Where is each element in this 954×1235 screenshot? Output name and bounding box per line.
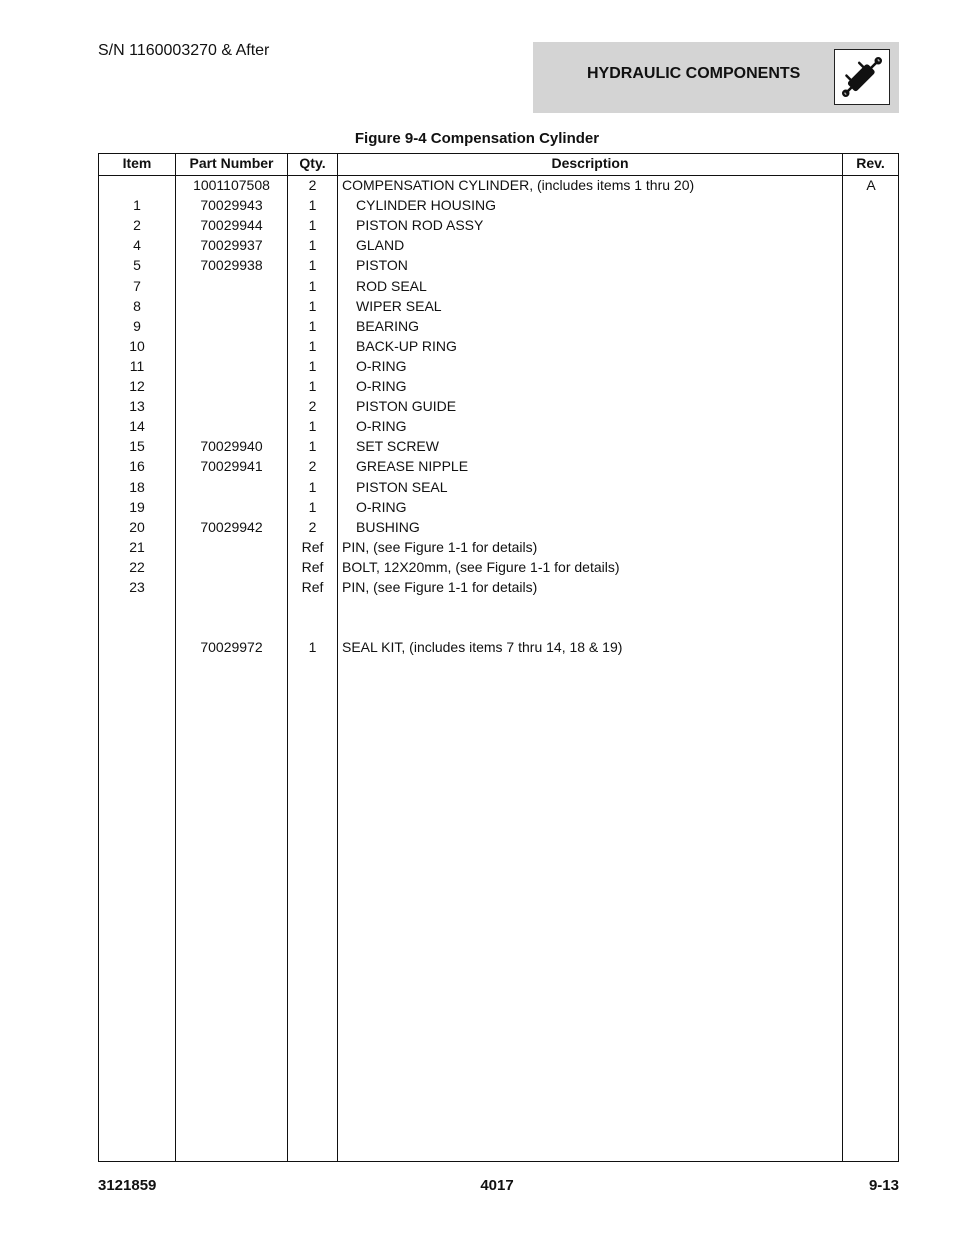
section-banner: [533, 42, 899, 113]
qty-cell: 1: [308, 317, 317, 334]
item-cell: [99, 175, 175, 195]
item-cell: 13: [129, 398, 145, 415]
table-row: [99, 456, 898, 476]
description-cell: ROD SEAL: [356, 277, 427, 294]
qty-cell: 1: [308, 337, 317, 354]
rev-cell: [844, 537, 898, 557]
part-number-cell: 70029942: [200, 518, 263, 535]
table-row: [99, 577, 898, 597]
table-row: [99, 497, 898, 517]
part-number-cell: [176, 336, 287, 356]
part-number-cell: 70029937: [200, 237, 263, 254]
table-row: [99, 316, 898, 336]
item-cell: 18: [129, 478, 145, 495]
footer-page-number: 9-13: [868, 1177, 899, 1194]
part-number-cell: 70029943: [200, 197, 263, 214]
table-row: [99, 517, 898, 537]
part-number-cell: 70029944: [200, 217, 263, 234]
description-cell: CYLINDER HOUSING: [356, 197, 497, 214]
qty-cell: 1: [308, 277, 317, 294]
rev-cell: [844, 296, 898, 316]
rev-cell: [844, 276, 898, 296]
rev-cell: [844, 477, 898, 497]
rev-cell: [844, 637, 898, 657]
rev-cell: A: [866, 177, 876, 193]
part-number-cell: [176, 356, 287, 376]
table-row: [99, 235, 898, 255]
column-header-part-number: Part Number: [189, 155, 274, 171]
qty-cell: 1: [308, 438, 317, 455]
description-cell: O-RING: [356, 418, 407, 435]
qty-cell: 1: [308, 217, 317, 234]
column-header-description: Description: [551, 155, 629, 171]
rev-cell: [844, 376, 898, 396]
qty-cell: 2: [308, 177, 317, 193]
qty-cell: 2: [308, 398, 317, 415]
item-cell: 4: [133, 237, 141, 254]
description-cell: O-RING: [356, 357, 407, 374]
part-number-cell: [176, 316, 287, 336]
rev-cell: [844, 316, 898, 336]
rev-cell: [844, 577, 898, 597]
table-row: [99, 336, 898, 356]
description-cell: BACK-UP RING: [356, 337, 457, 354]
rev-cell: [844, 436, 898, 456]
description-cell: PISTON: [356, 257, 408, 274]
description-cell: PISTON ROD ASSY: [356, 217, 484, 234]
part-number-cell: [176, 376, 287, 396]
part-number-cell: [176, 557, 287, 577]
rev-cell: [844, 416, 898, 436]
item-cell: 20: [129, 518, 145, 535]
qty-cell: 1: [308, 639, 317, 656]
item-cell: [99, 637, 175, 657]
qty-cell: 1: [308, 478, 317, 495]
table-row: [99, 477, 898, 497]
item-cell: 1: [133, 197, 141, 214]
qty-cell: 2: [308, 458, 317, 475]
column-header-item: Item: [122, 155, 152, 171]
description-cell: BOLT, 12X20mm, (see Figure 1-1 for details): [342, 558, 620, 575]
rev-cell: [844, 396, 898, 416]
item-cell: 8: [133, 297, 141, 314]
item-cell: 10: [129, 337, 145, 354]
table-row: [99, 175, 898, 195]
rev-cell: [844, 255, 898, 275]
part-number-cell: 70029938: [200, 257, 263, 274]
footer-doc-number: 3121859: [98, 1177, 157, 1194]
figure-title: Figure 9-4 Compensation Cylinder: [354, 130, 600, 147]
part-number-cell: [176, 537, 287, 557]
qty-cell: 1: [308, 197, 317, 214]
hydraulic-cylinder-icon: [834, 49, 890, 105]
rev-cell: [844, 517, 898, 537]
rev-cell: [844, 195, 898, 215]
item-cell: 12: [129, 378, 145, 394]
item-cell: 14: [129, 418, 145, 435]
table-row: [99, 557, 898, 577]
item-cell: 11: [129, 357, 145, 374]
rev-cell: [844, 235, 898, 255]
footer-model: 4017: [480, 1177, 514, 1194]
part-number-cell: [176, 416, 287, 436]
description-cell: SET SCREW: [356, 438, 439, 455]
rev-cell: [844, 336, 898, 356]
rev-cell: [844, 557, 898, 577]
qty-cell: 2: [308, 518, 317, 535]
item-cell: 9: [133, 317, 141, 334]
part-number-cell: [176, 477, 287, 497]
table-row: [99, 215, 898, 235]
qty-cell: 1: [308, 297, 317, 314]
part-number-cell: [176, 396, 287, 416]
rev-cell: [844, 215, 898, 235]
qty-cell: Ref: [301, 558, 324, 575]
qty-cell: Ref: [301, 538, 324, 555]
description-cell: PIN, (see Figure 1-1 for details): [342, 579, 538, 595]
qty-cell: Ref: [301, 579, 324, 595]
item-cell: 2: [133, 217, 141, 234]
item-cell: 19: [129, 498, 145, 515]
part-number-cell: 70029972: [200, 639, 263, 656]
item-cell: 22: [129, 558, 145, 575]
table-row: [99, 396, 898, 416]
description-cell: GREASE NIPPLE: [356, 458, 469, 475]
rev-cell: [844, 456, 898, 476]
part-number-cell: 70029941: [200, 458, 263, 475]
description-cell: BEARING: [356, 317, 420, 334]
qty-cell: 1: [308, 418, 317, 435]
description-cell: O-RING: [356, 378, 407, 394]
rev-cell: [844, 497, 898, 517]
description-cell: SEAL KIT, (includes items 7 thru 14, 18 & 19): [342, 639, 623, 656]
serial-number-range: S/N 1160003270 & After: [98, 42, 270, 59]
table-row: [99, 195, 898, 215]
item-cell: 23: [129, 579, 145, 595]
table-row: [99, 376, 898, 396]
item-cell: 16: [129, 458, 145, 475]
description-cell: PISTON GUIDE: [356, 398, 457, 415]
item-cell: 7: [133, 277, 141, 294]
table-row: [99, 416, 898, 436]
qty-cell: 1: [308, 378, 317, 394]
qty-cell: 1: [308, 498, 317, 515]
table-row: [99, 296, 898, 316]
description-cell: BUSHING: [356, 518, 420, 535]
table-row: [99, 276, 898, 296]
description-cell: WIPER SEAL: [356, 297, 442, 314]
item-cell: 15: [129, 438, 145, 455]
description-cell: PIN, (see Figure 1-1 for details): [342, 538, 538, 555]
table-row: [99, 537, 898, 557]
part-number-cell: 70029940: [200, 438, 263, 455]
part-number-cell: 1001107508: [193, 177, 270, 193]
column-header-qty: Qty.: [299, 155, 326, 171]
item-cell: 5: [133, 257, 141, 274]
part-number-cell: [176, 296, 287, 316]
description-cell: O-RING: [356, 498, 407, 515]
description-cell: GLAND: [356, 237, 405, 254]
table-row: [99, 356, 898, 376]
part-number-cell: [176, 497, 287, 517]
parts-table: [98, 153, 899, 1162]
part-number-cell: [176, 276, 287, 296]
qty-cell: 1: [308, 357, 317, 374]
section-title: HYDRAULIC COMPONENTS: [587, 65, 801, 82]
rev-cell: [844, 356, 898, 376]
part-number-cell: [176, 577, 287, 597]
table-row: [99, 436, 898, 456]
table-row: [99, 255, 898, 275]
table-row: [99, 637, 898, 657]
column-header-rev: Rev.: [856, 155, 885, 171]
description-cell: COMPENSATION CYLINDER, (includes items 1 thru 20): [342, 177, 695, 193]
qty-cell: 1: [308, 237, 317, 254]
qty-cell: 1: [308, 257, 317, 274]
description-cell: PISTON SEAL: [356, 478, 448, 495]
item-cell: 21: [129, 538, 145, 555]
